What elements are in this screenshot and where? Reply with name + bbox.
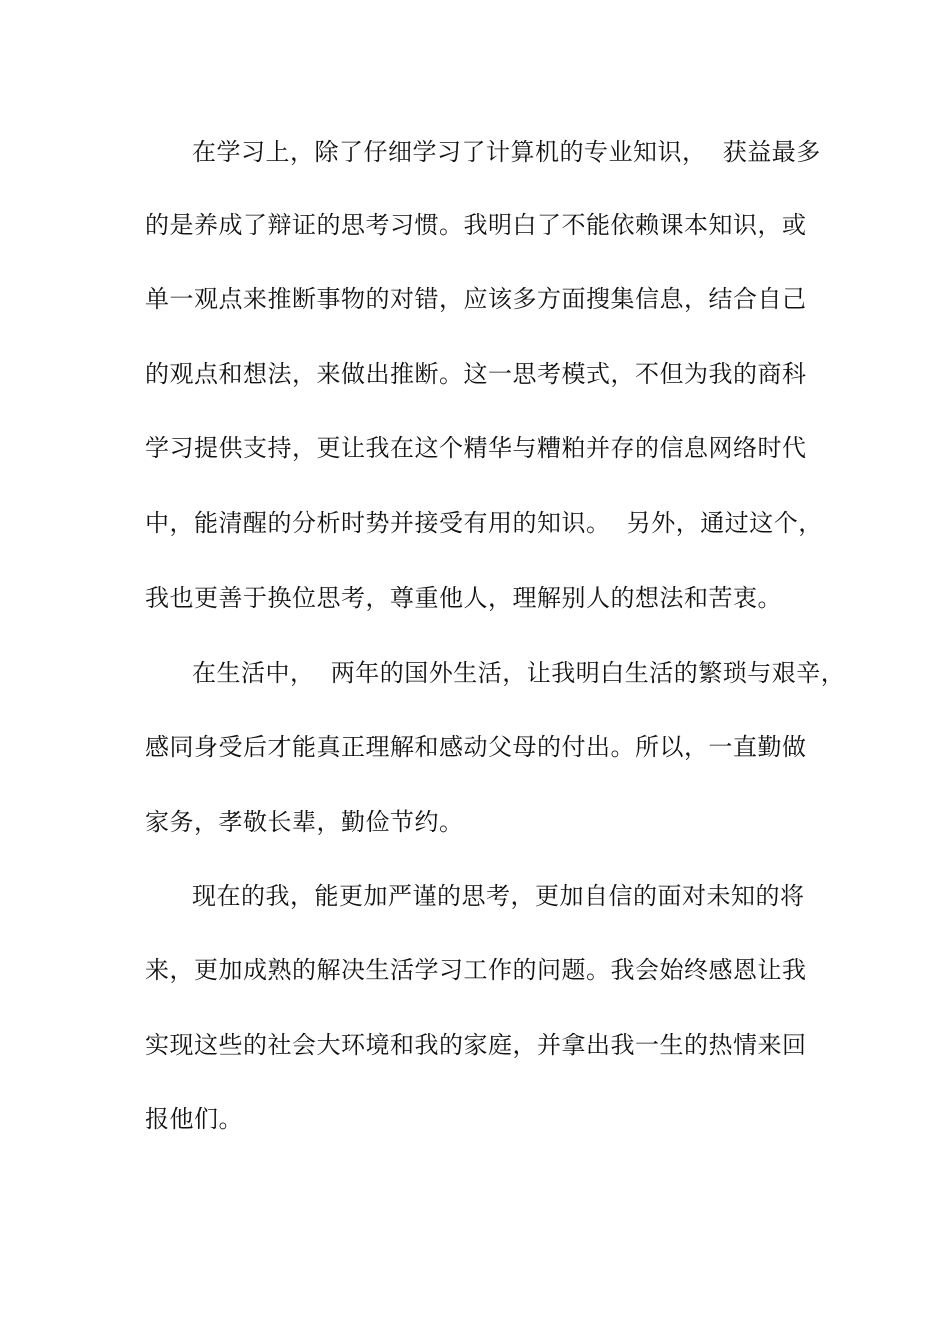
- paragraph-1-line-7: 我也更善于换位思考，尊重他人，理解别人的想法和苦衷。: [145, 584, 782, 612]
- paragraph-1-line-1: 在学习上，除了仔细学习了计算机的专业知识， 获益最多: [192, 138, 821, 166]
- paragraph-3-line-2: 来，更加成熟的解决生活学习工作的问题。我会始终感恩让我: [145, 956, 807, 984]
- paragraph-2-line-2: 感同身受后才能真正理解和感动父母的付出。所以，一直勤做: [145, 733, 807, 761]
- paragraph-2-line-3: 家务，孝敬长辈，勤俭节约。: [145, 808, 464, 836]
- paragraph-1-line-4: 的观点和想法，来做出推断。这一思考模式，不但为我的商科: [145, 360, 807, 388]
- paragraph-1-line-2: 的是养成了辩证的思考习惯。我明白了不能依赖课本知识，或: [145, 211, 807, 239]
- paragraph-2-line-1: 在生活中， 两年的国外生活，让我明白生活的繁琐与艰辛，: [192, 659, 846, 687]
- paragraph-1-line-6: 中，能清醒的分析时势并接受有用的知识。 另外，通过这个，: [145, 509, 823, 537]
- paragraph-1-line-5: 学习提供支持，更让我在这个精华与糟粕并存的信息网络时代: [145, 434, 807, 462]
- paragraph-3-line-4: 报他们。: [145, 1105, 243, 1133]
- paragraph-1-line-3: 单一观点来推断事物的对错，应该多方面搜集信息，结合自己: [145, 285, 807, 313]
- paragraph-3-line-1: 现在的我，能更加严谨的思考，更加自信的面对未知的将: [192, 882, 805, 910]
- paragraph-3-line-3: 实现这些的社会大环境和我的家庭，并拿出我一生的热情来回: [145, 1031, 807, 1059]
